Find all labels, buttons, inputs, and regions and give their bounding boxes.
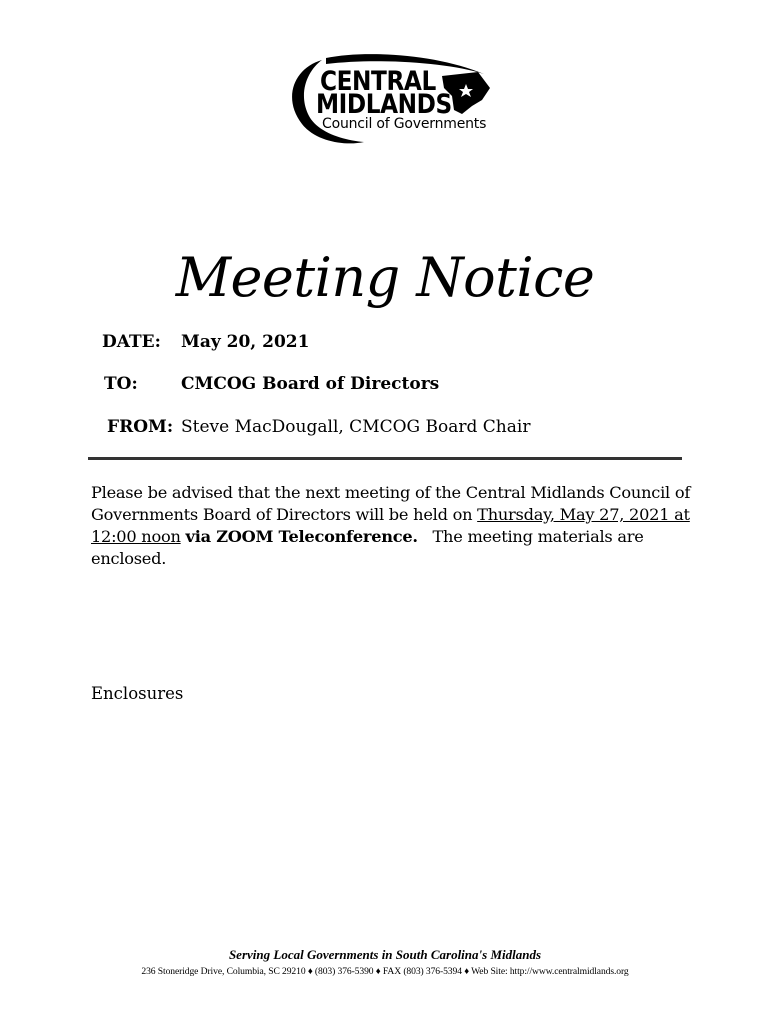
- header-divider: [88, 457, 682, 460]
- to-label: TO:: [104, 374, 138, 394]
- date-value: May 20, 2021: [181, 332, 310, 352]
- footer-address: 236 Stoneridge Drive, Columbia, SC 29210 ♦ (803) 376-5390 ♦ FAX (803) 376-5394 ♦ Web Site: http://www.centralmidlands.org: [141, 966, 629, 977]
- date-label: DATE:: [102, 332, 161, 352]
- logo-text-midlands: MIDLANDS: [316, 89, 452, 120]
- from-label: FROM:: [107, 417, 174, 437]
- notice-paragraph: [91, 482, 691, 570]
- meeting-datetime: Thursday, May 27, 2021 at 12:00 noon: [91, 505, 690, 546]
- logo-text-council: Council of Governments: [322, 116, 487, 132]
- footer-tagline: Serving Local Governments in South Carolina's Midlands: [228, 947, 542, 962]
- cmcog-logo: [286, 54, 490, 146]
- logo-text-central: CENTRAL: [320, 66, 436, 97]
- enclosures-label: Enclosures: [91, 684, 184, 703]
- to-value: CMCOG Board of Directors: [181, 374, 440, 394]
- meeting-venue: via ZOOM Teleconference.: [185, 527, 418, 546]
- page-title: Meeting Notice: [175, 246, 595, 309]
- from-value: Steve MacDougall, CMCOG Board Chair: [181, 417, 531, 437]
- notice-text-intro: Please be advised that the next meeting of the Central Midlands Council of Governments Board of Directors will be held on: [91, 483, 691, 524]
- notice-text-closing: The meeting materials are enclosed.: [91, 527, 644, 568]
